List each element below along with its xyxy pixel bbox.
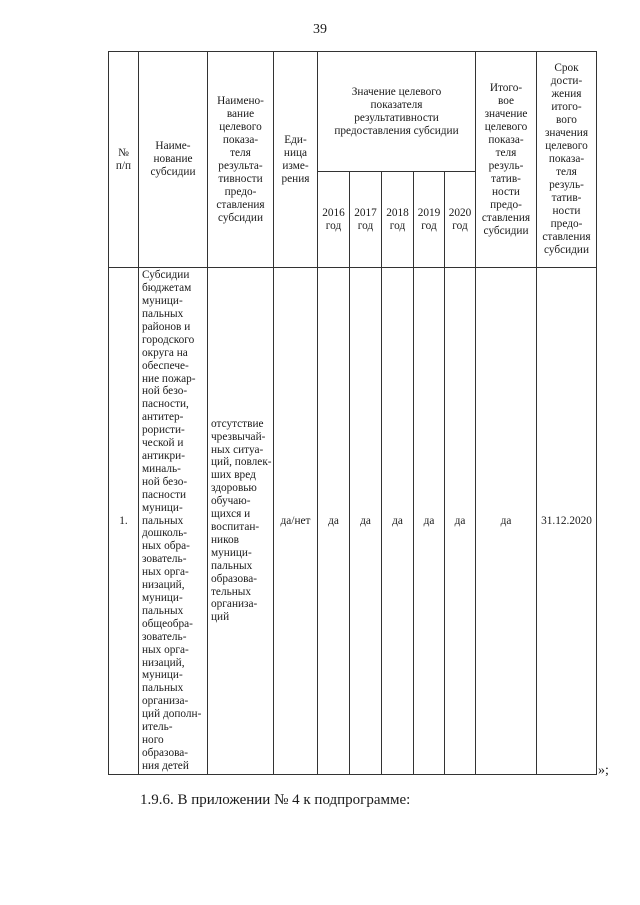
- header-total: Итого- вое значение целевого показа- теля резуль- татив- ности предо- ставления субсидии: [476, 52, 537, 268]
- cell-value-2018: да: [382, 268, 414, 775]
- header-year-2018: 2018 год: [382, 172, 414, 268]
- header-year-2019: 2019 год: [414, 172, 445, 268]
- header-unit: Еди- ница изме- рения: [274, 52, 318, 268]
- cell-value-2017: да: [350, 268, 382, 775]
- indicator-table: [108, 51, 597, 775]
- row-end-mark: »;: [598, 763, 609, 778]
- cell-total: да: [476, 268, 537, 775]
- header-year-2016: 2016 год: [318, 172, 350, 268]
- cell-value-2019: да: [414, 268, 445, 775]
- cell-unit: да/нет: [274, 268, 318, 775]
- paragraph-text: 1.9.6. В приложении № 4 к подпрограмме:: [140, 792, 411, 808]
- header-value-group: Значение целевого показателя результативности предоставления субсидии: [318, 52, 476, 172]
- header-deadline: Срок дости- жения итого- вого значения целевого показа- теля резуль- татив- ности предо- ставления субсидии: [537, 52, 597, 268]
- page-number: 39: [313, 22, 327, 37]
- header-year-2020: 2020 год: [445, 172, 476, 268]
- cell-value-2020: да: [445, 268, 476, 775]
- header-num: № п/п: [109, 52, 139, 268]
- cell-num: 1.: [109, 268, 139, 775]
- header-year-2017: 2017 год: [350, 172, 382, 268]
- header-indicator-name: Наимено- вание целевого показа- теля результа- тивности предо- ставления субсидии: [208, 52, 274, 268]
- cell-subsidy-name: Субсидии бюджетам муници- пальных районов и городского округа на обеспече- ние пожар- ной безо- пасности, антитер- рористи- ческой и антикри- миналь- ной безо- пасности муници- пальных дошколь- ных обра- зователь- ных орга- низаций, муници- пальных общеобра- зователь- ных орга- низаций, муници- пальных организа- ций дополн- итель- ного образова- ния детей: [139, 268, 208, 775]
- header-row: [109, 52, 597, 172]
- cell-deadline: 31.12.2020: [537, 268, 597, 775]
- cell-indicator-name: отсутствие чрезвычай- ных ситуа- ций, повлек- ших вред здоровью обучаю- щихся и воспитан- ников муници- пальных образова- тельных организа- ций: [208, 268, 274, 775]
- cell-value-2016: да: [318, 268, 350, 775]
- header-subsidy-name: Наиме- нование субсидии: [139, 52, 208, 268]
- table-row: [109, 268, 597, 775]
